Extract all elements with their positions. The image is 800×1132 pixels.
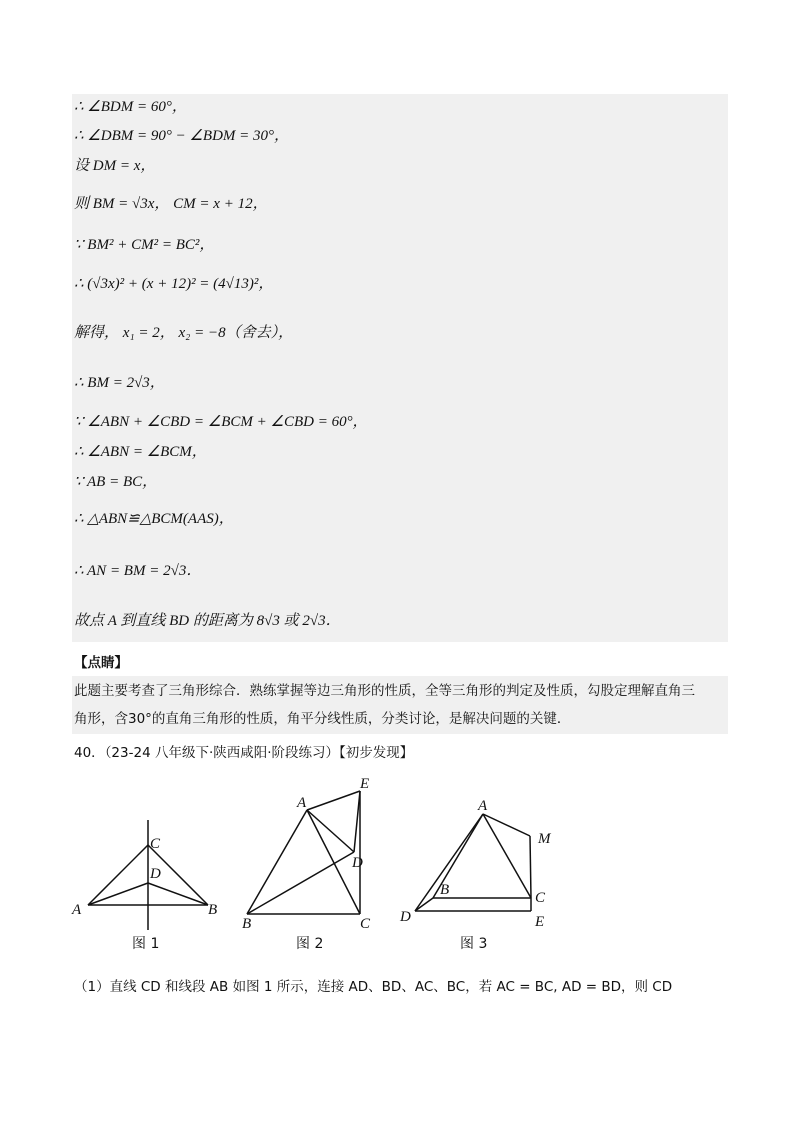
comment-heading: 【点睛】 [74, 655, 128, 671]
figure-2 [242, 776, 371, 952]
fig2-label-B: B [242, 916, 252, 932]
question-number: 40． [74, 745, 105, 761]
solution-panel [72, 94, 728, 642]
solution-line-11: ∵ AB = BC， [74, 474, 158, 490]
fig2-label-A: A [297, 795, 307, 811]
fig3-label-D: D [400, 909, 411, 925]
fig1-label-D: D [150, 866, 161, 882]
question-header [74, 744, 413, 762]
fig1-label-B: B [208, 902, 218, 918]
solution-line-4: 则 BM = √3x， CM = x + 12， [74, 196, 268, 212]
question-source: （23-24 八年级下·陕西咸阳·阶段练习）【初步发现】 [104, 745, 414, 761]
fig3-label-M: M [538, 831, 551, 847]
solution-line-1: ∴ ∠BDM = 60°， [74, 99, 187, 115]
figures [0, 768, 800, 978]
solution-line-5: ∵ BM² + CM² = BC²， [74, 237, 215, 253]
fig2-label-C: C [360, 916, 371, 932]
solution-line-13: ∴ AN = BM = 2√3． [74, 563, 202, 579]
solution-conclusion: 故点 A 到直线 BD 的距离为 8√3 或 2√3． [74, 613, 341, 629]
solution-line-6: ∴ (√3x)² + (x + 12)² = (4√13)²， [74, 276, 274, 292]
fig3-label-A: A [478, 798, 488, 814]
solution-line-7: 解得， x₁ = 2， x₂ = −8（舍去）， [74, 325, 294, 341]
solution-line-3: 设 DM = x， [74, 158, 156, 174]
solution-line-12: ∴ △ABN≌△BCM(AAS)， [74, 511, 234, 527]
fig2-label-E: E [360, 776, 370, 792]
fig3-caption: 图 3 [460, 936, 488, 952]
figure-1 [71, 820, 217, 952]
solution-line-2: ∴ ∠DBM = 90° − ∠BDM = 30°， [74, 128, 290, 144]
solution-line-10: ∴ ∠ABN = ∠BCM， [74, 444, 207, 460]
fig1-label-A: A [72, 902, 82, 918]
fig2-label-D: D [352, 855, 363, 871]
solution-line-9: ∵ ∠ABN + ∠CBD = ∠BCM + ∠CBD = 60°， [74, 414, 368, 430]
question-part-1: （1）直线 CD 和线段 AB 如图 1 所示，连接 AD、BD、AC、BC，若 AC = BC, AD = BD，则 CD [74, 979, 673, 995]
fig3-label-B: B [440, 882, 450, 898]
fig1-label-C: C [150, 836, 161, 852]
comment-text-line-1: 此题主要考查了三角形综合．熟练掌握等边三角形的性质，全等三角形的判定及性质，勾股定理解直角三 [74, 683, 695, 699]
solution-line-8: ∴ BM = 2√3， [74, 375, 165, 391]
comment-text-line-2: 角形，含30°的直角三角形的性质，角平分线性质，分类讨论，是解决问题的关键． [74, 711, 571, 727]
fig3-label-C: C [535, 890, 546, 906]
fig1-caption: 图 1 [132, 936, 160, 952]
figure-3 [399, 798, 552, 952]
fig2-caption: 图 2 [296, 936, 324, 952]
fig3-label-E: E [535, 914, 545, 930]
